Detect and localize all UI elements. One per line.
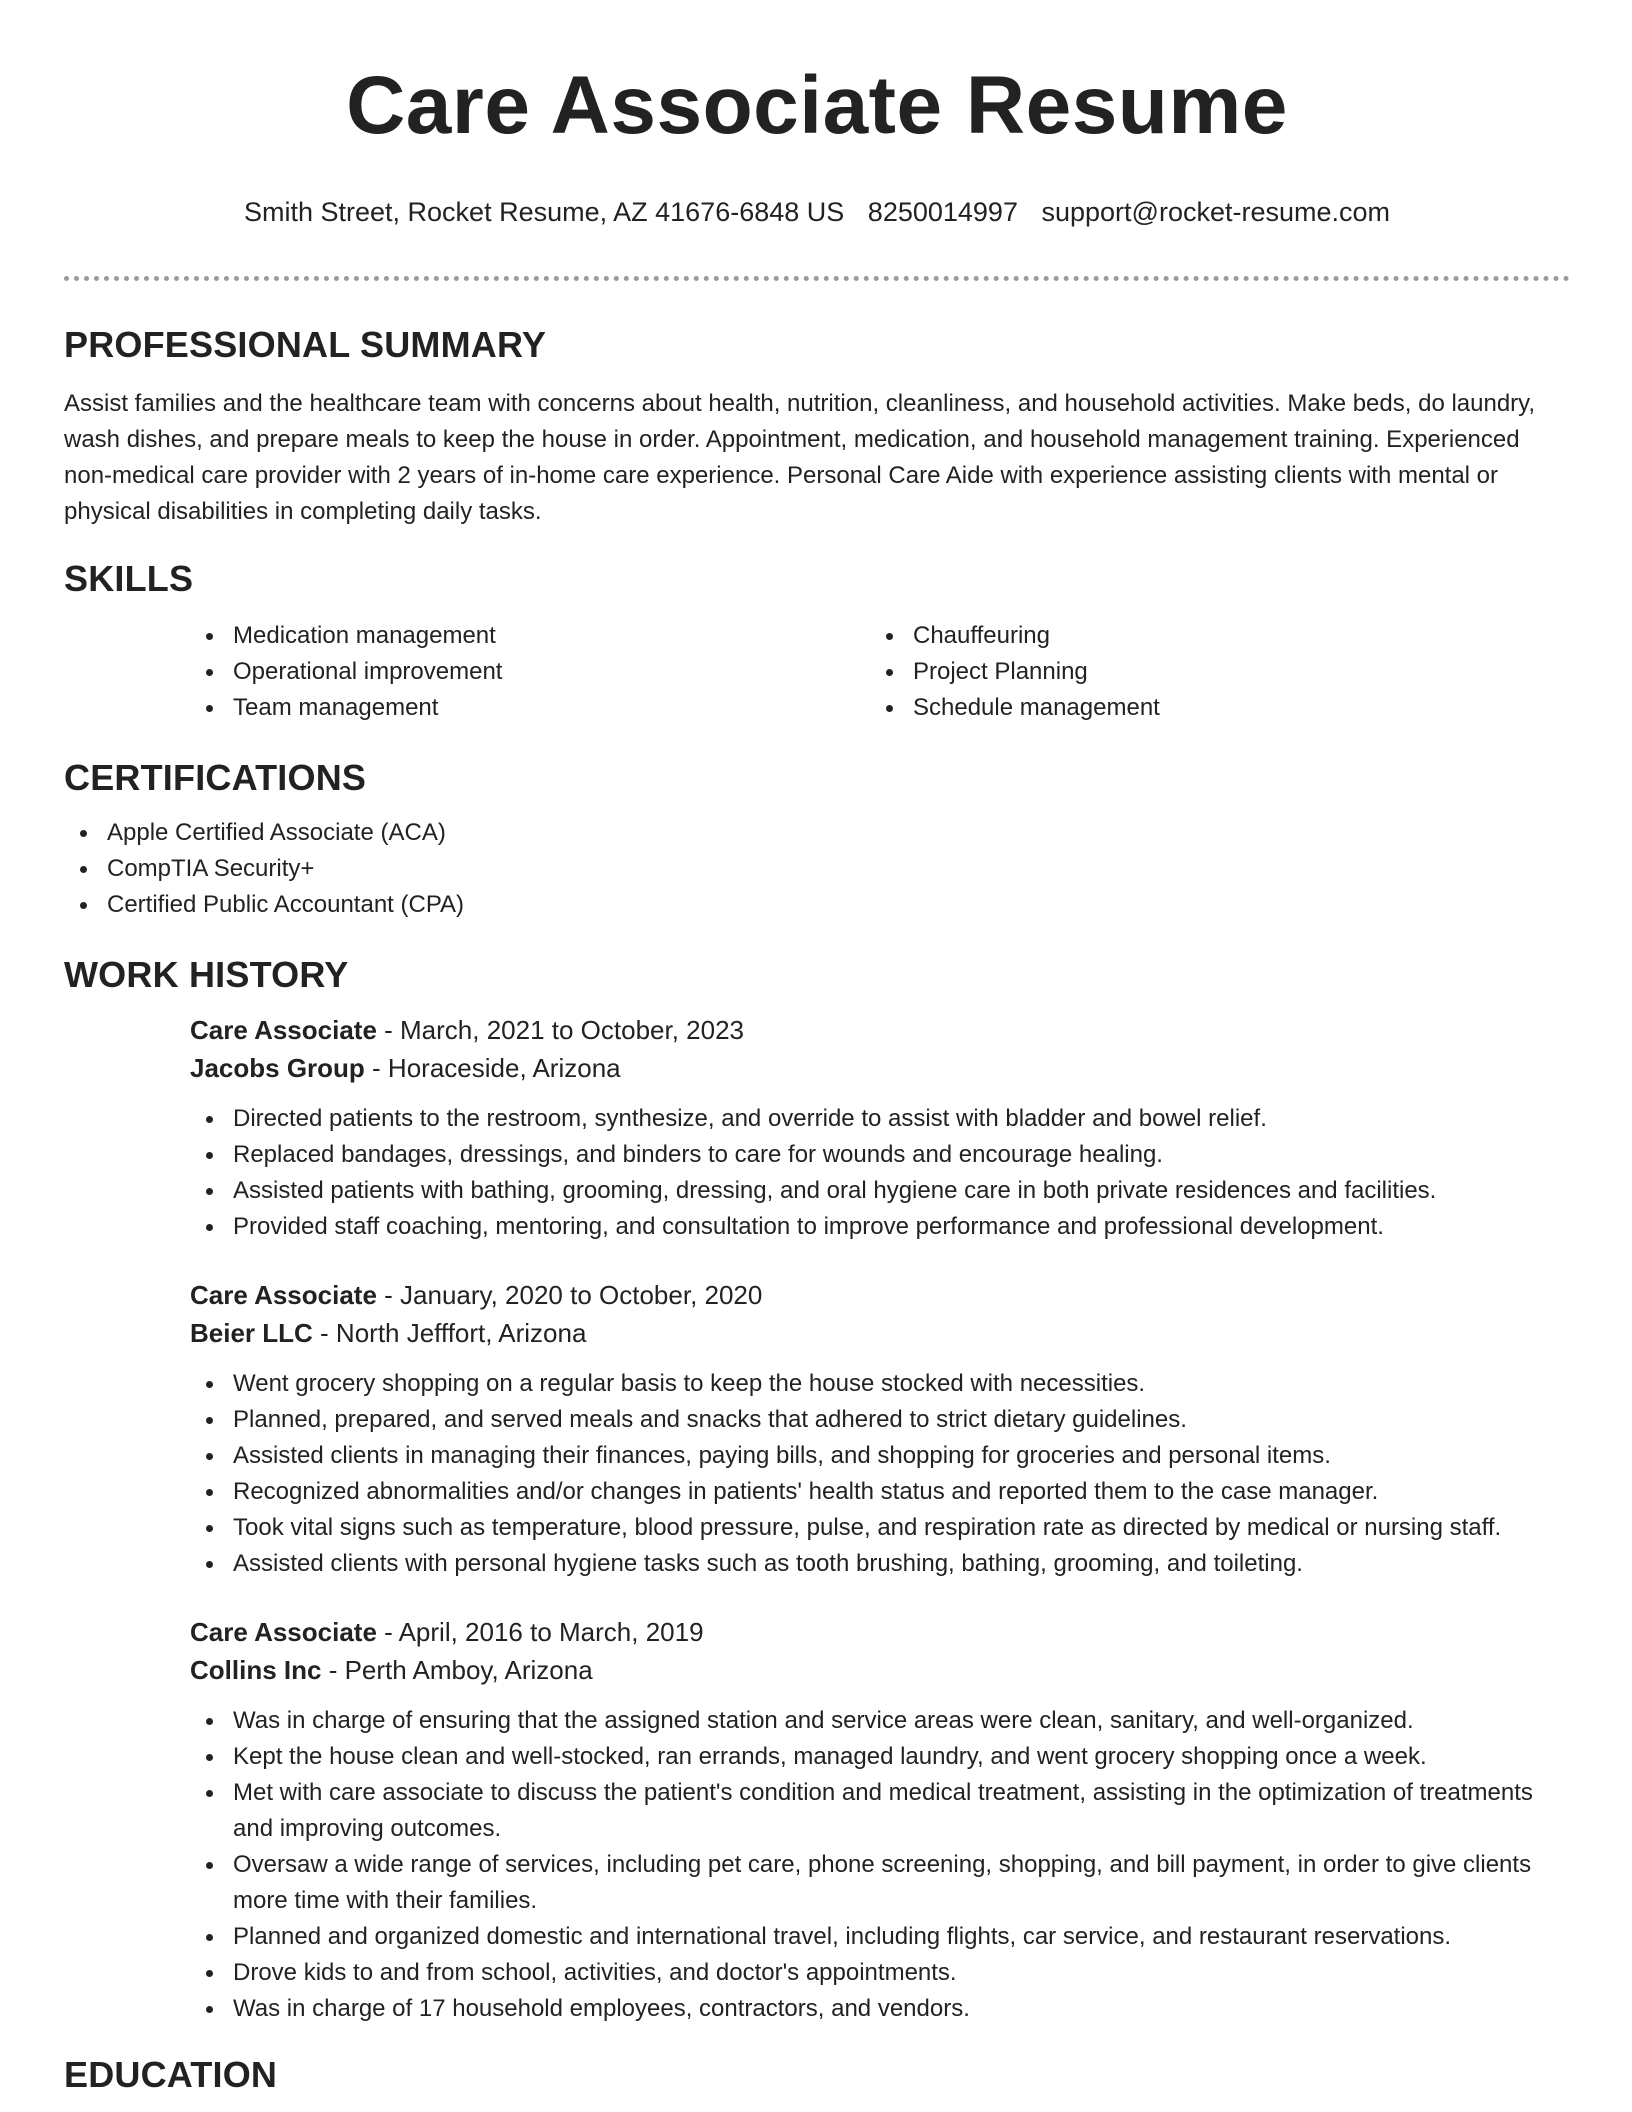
summary-text: Assist families and the healthcare team with concerns about health, nutrition, cleanliness, and household activities. Make beds, do laundry, wash dishes, and prepare meals to keep the house in order. Appointment, medication, and household management training. Experienced non-medical care provider with 2 years of in-home care experience. Personal Care Aide with experience assisting clients with mental or physical disabilities in completing daily tasks. — [64, 390, 1536, 525]
job-bullet: Directed patients to the restroom, synthesize, and override to assist with bladder and bowel relief. — [190, 1101, 1570, 1137]
job-entry — [190, 1613, 1570, 2027]
education-heading: EDUCATION — [64, 2054, 278, 2095]
job-bullet: Assisted clients with personal hygiene tasks such as tooth brushing, bathing, grooming, and toileting. — [190, 1546, 1570, 1582]
job-dates: - March, 2021 to October, 2023 — [376, 1015, 745, 1045]
job-location: - Perth Amboy, Arizona — [321, 1655, 593, 1685]
certification-item: Certified Public Accountant (CPA) — [64, 887, 1570, 923]
contact-email: support@rocket-resume.com — [1041, 197, 1391, 227]
job-location: - North Jefffort, Arizona — [312, 1318, 587, 1348]
skill-item: Medication management — [190, 618, 870, 654]
certifications-heading: CERTIFICATIONS — [64, 757, 367, 798]
work-history-heading: WORK HISTORY — [64, 954, 349, 995]
job-bullets — [190, 1366, 1570, 1582]
skills-list-left — [190, 618, 870, 726]
job-company-line — [190, 1314, 1570, 1352]
job-bullet: Planned, prepared, and served meals and snacks that adhered to strict dietary guidelines. — [190, 1402, 1570, 1438]
job-bullet: Drove kids to and from school, activities, and doctor's appointments. — [190, 1955, 1570, 1991]
job-title: Care Associate — [190, 1280, 377, 1310]
job-bullet: Was in charge of ensuring that the assigned station and service areas were clean, sanitary, and well-organized. — [190, 1703, 1570, 1739]
job-dates: - January, 2020 to October, 2020 — [376, 1280, 763, 1310]
resume-page — [64, 0, 1570, 2097]
job-bullet: Assisted clients in managing their finances, paying bills, and shopping for groceries and personal items. — [190, 1438, 1570, 1474]
skill-item: Project Planning — [870, 654, 1550, 690]
job-title: Care Associate — [190, 1617, 377, 1647]
job-location: - Horaceside, Arizona — [364, 1053, 621, 1083]
job-title-line — [190, 1011, 1570, 1049]
certification-item: CompTIA Security+ — [64, 851, 1570, 887]
certification-item: Apple Certified Associate (ACA) — [64, 815, 1570, 851]
summary-heading: PROFESSIONAL SUMMARY — [64, 324, 547, 365]
job-bullet: Was in charge of 17 household employees, contractors, and vendors. — [190, 1991, 1570, 2027]
job-entry — [190, 1276, 1570, 1582]
skill-item: Chauffeuring — [870, 618, 1550, 654]
skills-section — [64, 557, 1570, 726]
job-bullet: Assisted patients with bathing, grooming, dressing, and oral hygiene care in both private residences and facilities. — [190, 1173, 1570, 1209]
certifications-list — [64, 815, 1570, 923]
job-company-line — [190, 1651, 1570, 1689]
certifications-section — [64, 756, 1570, 923]
summary-section — [64, 323, 1570, 530]
work-history-section — [64, 953, 1570, 2027]
job-bullet: Met with care associate to discuss the patient's condition and medical treatment, assisting in the optimization of treatments and improving outcomes. — [190, 1775, 1570, 1847]
job-dates: - April, 2016 to March, 2019 — [376, 1617, 704, 1647]
skills-grid — [190, 618, 1570, 726]
job-bullet: Recognized abnormalities and/or changes in patients' health status and reported them to the case manager. — [190, 1474, 1570, 1510]
skill-item: Operational improvement — [190, 654, 870, 690]
job-bullet: Replaced bandages, dressings, and binders to care for wounds and encourage healing. — [190, 1137, 1570, 1173]
skills-heading: SKILLS — [64, 558, 194, 599]
job-title-line — [190, 1613, 1570, 1651]
contact-address: Smith Street, Rocket Resume, AZ 41676-6848 US — [243, 197, 845, 227]
job-title: Care Associate — [190, 1015, 377, 1045]
job-bullet: Kept the house clean and well-stocked, ran errands, managed laundry, and went grocery shopping once a week. — [190, 1739, 1570, 1775]
contact-line — [64, 194, 1570, 230]
job-bullets — [190, 1703, 1570, 2027]
job-bullet: Oversaw a wide range of services, including pet care, phone screening, shopping, and bill payment, in order to give clients more time with their families. — [190, 1847, 1570, 1919]
job-bullet: Went grocery shopping on a regular basis to keep the house stocked with necessities. — [190, 1366, 1570, 1402]
page-title: Care Associate Resume — [346, 60, 1288, 151]
job-bullets — [190, 1101, 1570, 1245]
job-entry — [190, 1011, 1570, 1245]
job-company-line — [190, 1049, 1570, 1087]
contact-phone: 8250014997 — [867, 197, 1018, 227]
dotted-divider — [64, 276, 1570, 281]
job-title-line — [190, 1276, 1570, 1314]
job-bullet: Took vital signs such as temperature, blood pressure, pulse, and respiration rate as directed by medical or nursing staff. — [190, 1510, 1570, 1546]
job-company: Beier LLC — [190, 1318, 313, 1348]
job-bullet: Planned and organized domestic and international travel, including flights, car service, and restaurant reservations. — [190, 1919, 1570, 1955]
education-section — [64, 2053, 1570, 2097]
job-bullet: Provided staff coaching, mentoring, and consultation to improve performance and professional development. — [190, 1209, 1570, 1245]
skill-item: Schedule management — [870, 690, 1550, 726]
skill-item: Team management — [190, 690, 870, 726]
job-company: Collins Inc — [190, 1655, 322, 1685]
skills-list-right — [870, 618, 1550, 726]
job-company: Jacobs Group — [190, 1053, 365, 1083]
